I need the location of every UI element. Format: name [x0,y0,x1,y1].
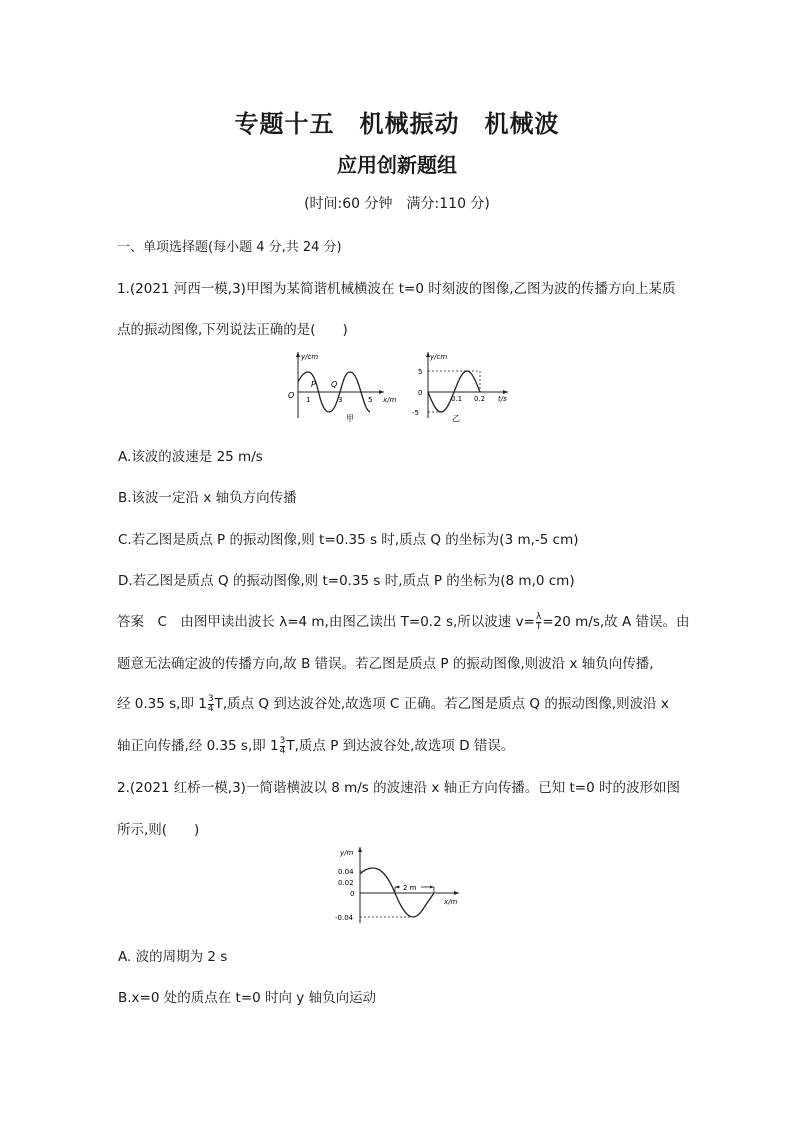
y-tick-0: 0 [350,890,355,898]
page-subtitle: 应用创新题组 [337,153,457,177]
q2-figure [333,843,463,925]
q1-stem-line1: 1.(2021 河西一模,3)甲图为某简谐机械横波在 t=0 时刻波的图像,乙图为波的传播方向上某质 [117,281,676,297]
x-axis-arrow [454,891,459,895]
answer-text: 经 0.35 s,即 1 [117,696,207,712]
x-axis-arrow [379,390,384,394]
span-arrowhead [430,886,434,889]
span-arrowhead [395,886,399,889]
point-q-label: Q [331,380,338,389]
answer-text: =20 m/s,故 A 错误。由 [542,614,690,630]
t-tick-02: 0.2 [474,395,486,403]
q1-answer-line1 [117,610,690,632]
q1-option-c: C.若乙图是质点 P 的振动图像,则 t=0.35 s 时,质点 Q 的坐标为(3 m,-5 cm) [118,532,579,548]
fraction-three-quarters: $\frac{3}{4}$ [207,693,214,714]
figure-caption-yi: 乙 [452,414,460,423]
figure-caption-jia: 甲 [346,414,354,423]
q1-answer-line2: 题意无法确定波的传播方向,故 B 错误。若乙图是质点 P 的振动图像,则波沿 x 轴负向传播, [117,656,654,672]
y-tick-neg004: -0.04 [335,914,354,922]
q1-stem-line2: 点的振动图像,下列说法正确的是( ) [117,322,348,338]
x-tick-3: 3 [338,396,343,404]
q1-answer-line3 [117,692,669,714]
t-tick-01: 0.1 [451,395,463,403]
q2-option-a: A. 波的周期为 2 s [118,949,228,965]
y-tick-004: 0.04 [338,868,354,876]
q1-option-b: B.该波一定沿 x 轴负方向传播 [118,490,297,506]
x-axis-label: x/m [383,396,397,404]
answer-text: T,质点 Q 到达波谷处,故选项 C 正确。若乙图是质点 Q 的振动图像,则波沿 x [214,696,669,712]
section-heading: 一、单项选择题(每小题 4 分,共 24 分) [117,240,342,255]
q1-option-d: D.若乙图是质点 Q 的振动图像,则 t=0.35 s 时,质点 P 的坐标为(8 m,0 cm) [118,573,575,589]
t-axis-label: t/s [498,395,507,403]
fraction-lambda-over-t: $\frac{\lambda}{T}$ [535,611,542,632]
y-axis-label: y/cm [430,353,448,361]
q1-figure-yi [408,346,520,426]
time-info: (时间:60 分钟 满分:110 分) [304,196,490,212]
page-title: 专题十五 机械振动 机械波 [234,110,560,138]
t-axis-arrow [503,390,508,394]
y-tick-0: 0 [418,389,423,397]
q1-figure-jia [282,346,402,426]
y-tick-neg5: -5 [412,409,419,417]
q1-option-a: A.该波的波速是 25 m/s [118,449,263,465]
y-tick-5: 5 [418,368,423,376]
q2-stem-line1: 2.(2021 红桥一模,3)一简谐横波以 8 m/s 的波速沿 x 轴正方向传播。已知 t=0 时的波形如图 [117,780,680,796]
y-axis-label: y/cm [301,353,319,361]
answer-text: 轴正向传播,经 0.35 s,即 1 [117,738,279,754]
x-tick-5: 5 [368,396,373,404]
span-label: 2 m [403,884,417,892]
y-axis-label: y/m [340,849,354,857]
answer-text: 答案 C 由图甲读出波长 λ=4 m,由图乙读出 T=0.2 s,所以波速 v= [117,614,535,630]
y-axis-arrow [296,352,300,357]
y-tick-002: 0.02 [338,879,354,887]
point-p-label: P [311,380,316,389]
answer-text: T,质点 P 到达波谷处,故选项 D 错误。 [286,738,515,754]
y-axis-arrow [358,847,362,852]
q2-stem-line2: 所示,则( ) [117,822,200,838]
origin-label: O [288,391,295,400]
x-tick-1: 1 [306,396,311,404]
fraction-three-quarters: $\frac{3}{4}$ [279,735,286,756]
q1-answer-line4 [117,734,514,756]
x-axis-label: x/m [444,898,458,906]
q2-option-b: B.x=0 处的质点在 t=0 时向 y 轴负向运动 [118,990,377,1006]
